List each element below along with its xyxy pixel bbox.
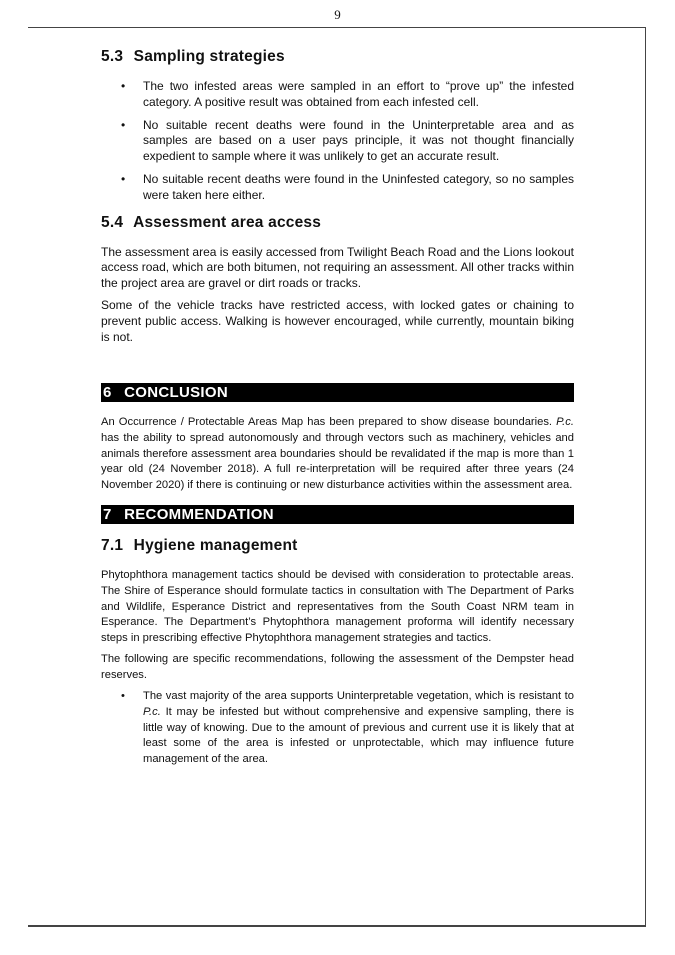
paragraph: The following are specific recommendations, following the assessment of the Dempster head reserves. — [101, 653, 574, 681]
section-number: 7 — [103, 506, 112, 524]
bullet-icon: • — [121, 171, 126, 186]
section-6-heading — [101, 383, 574, 402]
section-title: Assessment area access — [133, 213, 322, 231]
list-item — [101, 118, 574, 165]
list-item — [101, 172, 574, 204]
text-run: It may be infested but without comprehensive and expensive sampling, there is little way of knowing. Due to the amount of previous and current use it is likely that at least some of the area is infested or unprotectable, which may influence future management of the area. — [143, 706, 574, 765]
document-body — [101, 48, 574, 777]
section-5-4-heading — [101, 214, 574, 232]
bullet-icon: • — [121, 79, 126, 93]
section-title: RECOMMENDATION — [124, 506, 274, 524]
section-number: 5.3 — [101, 48, 124, 65]
text-run: The vast majority of the area supports Uninterpretable vegetation, which is resistant to — [143, 690, 574, 703]
section-number: 6 — [103, 384, 112, 402]
italic-term: P.c. — [143, 706, 161, 719]
conclusion-paragraph — [101, 415, 574, 493]
section-number: 7.1 — [101, 537, 124, 555]
text-run: has the ability to spread autonomously and through vectors such as machinery, vehicles and animals therefore assessment area boundaries should be revalidated if the map is more than 1 year old (24 November 2018). A full re-interpretation will be required after three years (24 November 2020) if there is continuing or new disturbance activities within the assessment area. — [101, 431, 574, 491]
section-title: CONCLUSION — [124, 384, 228, 402]
paragraph: Some of the vehicle tracks have restricted access, with locked gates or chaining to prevent public access. Walking is however encouraged, while currently, mountain biking is not. — [101, 297, 574, 344]
section-title: Hygiene management — [133, 537, 298, 555]
bullet-icon: • — [121, 117, 126, 132]
list-item — [101, 689, 574, 767]
section-number: 5.4 — [101, 213, 124, 231]
section-7-heading — [101, 505, 574, 524]
text-run: An Occurrence / Protectable Areas Map has been prepared to show disease boundaries. — [101, 416, 557, 429]
paragraph: Phytophthora management tactics should be devised with consideration to protectable areas. The Shire of Esperance should formulate tactics in consultation with The Department of Parks and Wildlife, Esperance District and representatives from the South Coast NRM team in Esperance. The Department’s Phytophthora management proforma will identify necessary steps in prescribing effective Phytophthora management strategies and tactics. — [101, 569, 574, 644]
list-item-text: No suitable recent deaths were found in the Uninterpretable area and as samples are based on a user pays principle, it was not thought financially expedient to sample where it was unlikely to get an accurate result. — [143, 117, 574, 164]
list-item-text: No suitable recent deaths were found in the Uninfested category, so no samples were taken here either. — [143, 171, 574, 202]
section-7-1-heading — [101, 537, 574, 555]
section-title: Sampling strategies — [133, 48, 285, 65]
list-item — [101, 79, 574, 111]
list-item-text: The two infested areas were sampled in an effort to “prove up” the infested category. A positive result was obtained from each infested cell. — [143, 79, 574, 109]
page-number: 9 — [334, 7, 341, 22]
sampling-bullet-list — [101, 79, 574, 204]
spacer — [101, 351, 574, 383]
italic-term: P.c. — [556, 416, 574, 429]
section-5-3-heading — [101, 48, 574, 66]
bullet-icon: • — [121, 690, 125, 703]
recommendation-bullet-list — [101, 689, 574, 767]
paragraph: The assessment area is easily accessed from Twilight Beach Road and the Lions lookout access road, which are both bitumen, not requiring an assessment. All other tracks within the project area are gravel or dirt roads or tracks. — [101, 244, 574, 291]
